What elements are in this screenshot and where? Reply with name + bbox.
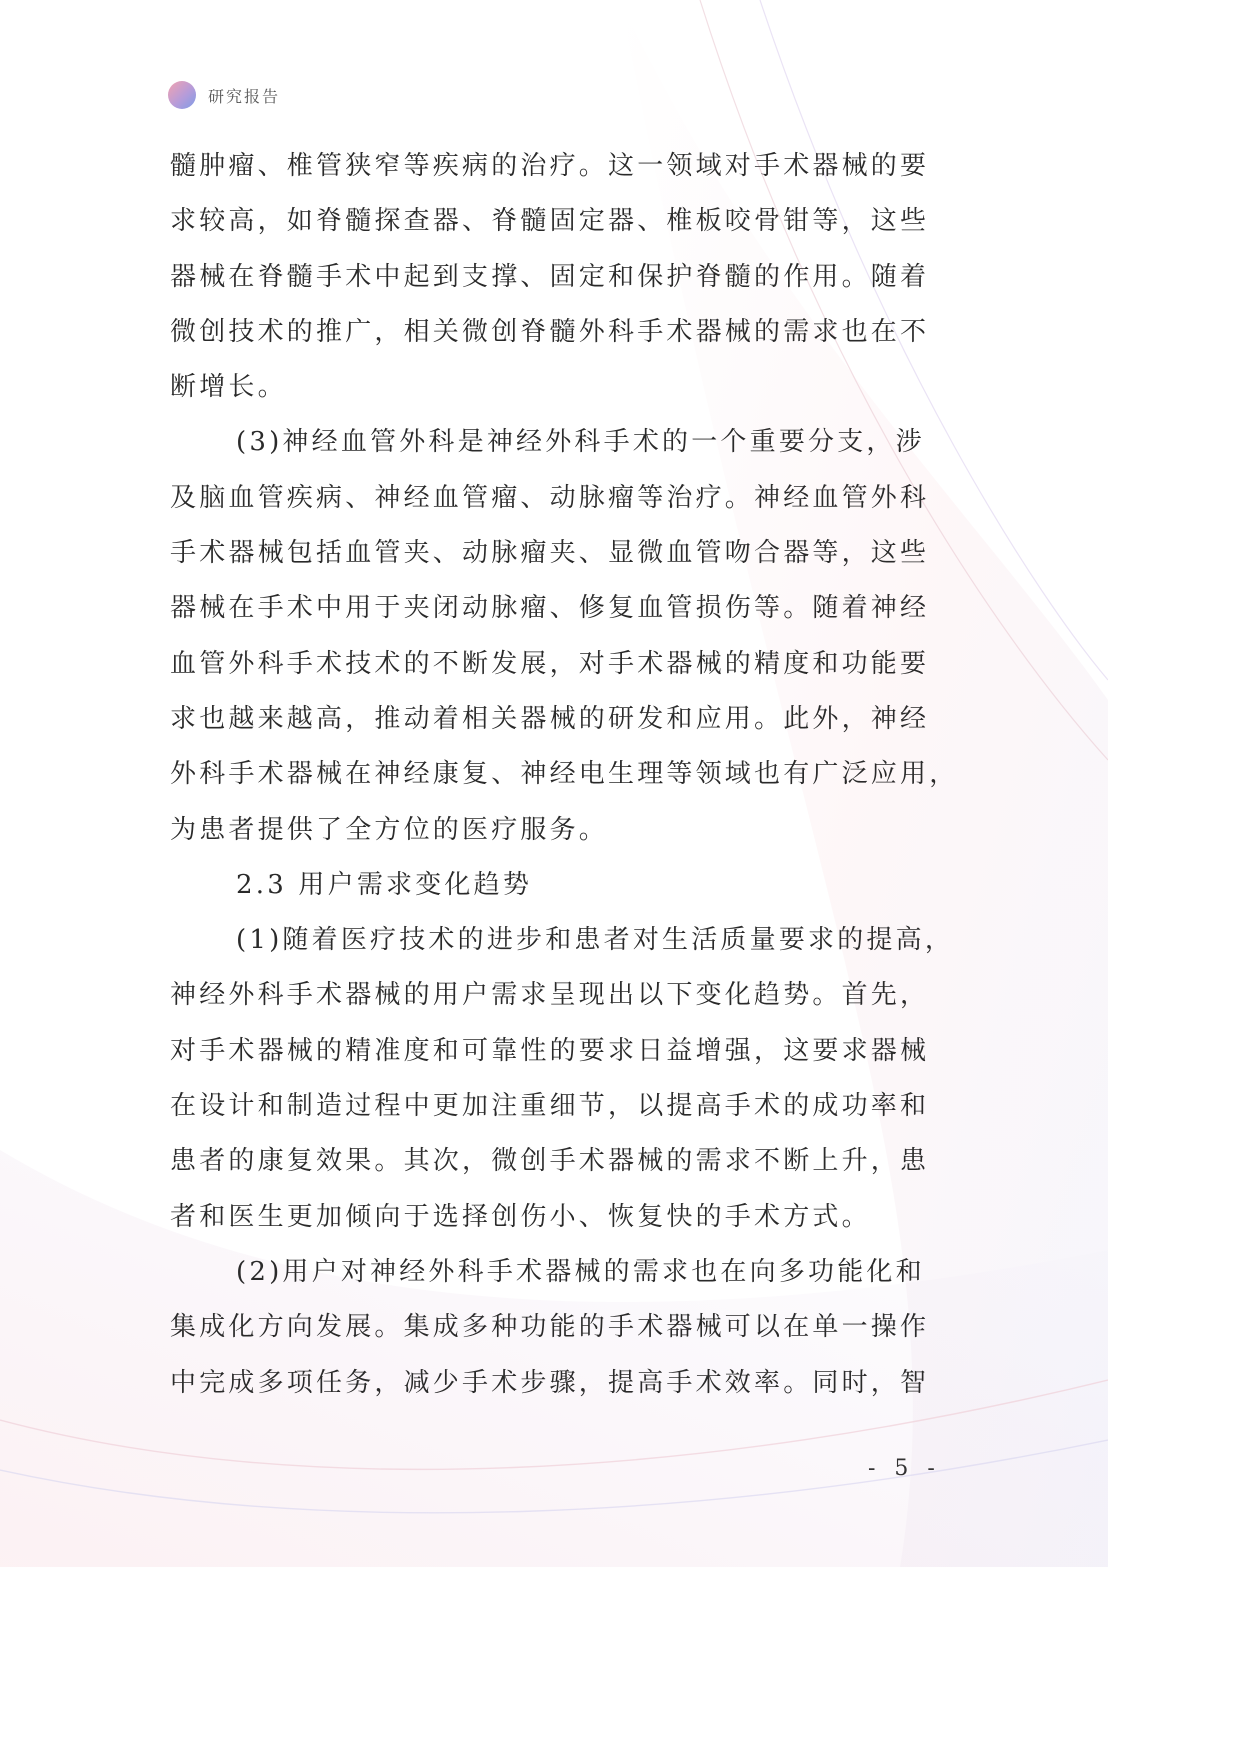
text-line: 为患者提供了全方位的医疗服务。 xyxy=(170,814,609,845)
text-line: 在设计和制造过程中更加注重细节，以提高手术的成功率和 xyxy=(170,1091,930,1122)
text-line: 手术器械包括血管夹、动脉瘤夹、显微血管吻合器等，这些 xyxy=(170,538,930,569)
text-line: 患者的康复效果。其次，微创手术器械的需求不断上升，患 xyxy=(170,1146,930,1177)
page-number: - 5 - xyxy=(868,1456,941,1481)
text-line: 微创技术的推广，相关微创脊髓外科手术器械的需求也在不 xyxy=(170,316,930,347)
text-line: 髓肿瘤、椎管狭窄等疾病的治疗。这一领域对手术器械的要 xyxy=(170,151,930,181)
body-text xyxy=(170,139,959,1411)
section-heading: 2.3 用户需求变化趋势 xyxy=(236,869,533,900)
text-line: 器械在脊髓手术中起到支撑、固定和保护脊髓的作用。随着 xyxy=(170,261,930,292)
text-line: 及脑血管疾病、神经血管瘤、动脉瘤等治疗。神经血管外科 xyxy=(170,482,930,513)
text-line: 求较高，如脊髓探查器、脊髓固定器、椎板咬骨钳等，这些 xyxy=(170,206,930,237)
text-line: 者和医生更加倾向于选择创伤小、恢复快的手术方式。 xyxy=(170,1201,871,1232)
text-line: 中完成多项任务，减少手术步骤，提高手术效率。同时，智 xyxy=(170,1367,930,1398)
text-line: 断增长。 xyxy=(170,372,287,403)
header-title: 研究报告 xyxy=(208,86,281,106)
text-line: 神经外科手术器械的用户需求呈现出以下变化趋势。首先， xyxy=(170,980,930,1011)
text-line: 器械在手术中用于夹闭动脉瘤、修复血管损伤等。随着神经 xyxy=(170,593,930,624)
text-line: 外科手术器械在神经康复、神经电生理等领域也有广泛应用， xyxy=(170,759,959,790)
page-header xyxy=(168,80,280,110)
text-line: 血管外科手术技术的不断发展，对手术器械的精度和功能要 xyxy=(170,648,930,679)
text-line-paragraph-start: (3)神经血管外科是神经外科手术的一个重要分支，涉 xyxy=(236,427,925,458)
report-logo xyxy=(168,81,196,109)
text-line-paragraph-start: (1)随着医疗技术的进步和患者对生活质量要求的提高， xyxy=(236,925,955,956)
text-line: 集成化方向发展。集成多种功能的手术器械可以在单一操作 xyxy=(170,1312,930,1343)
text-line: 对手术器械的精准度和可靠性的要求日益增强，这要求器械 xyxy=(170,1035,930,1066)
text-line: 求也越来越高，推动着相关器械的研发和应用。此外，神经 xyxy=(170,703,930,734)
text-line-paragraph-start: (2)用户对神经外科手术器械的需求也在向多功能化和 xyxy=(236,1256,925,1287)
